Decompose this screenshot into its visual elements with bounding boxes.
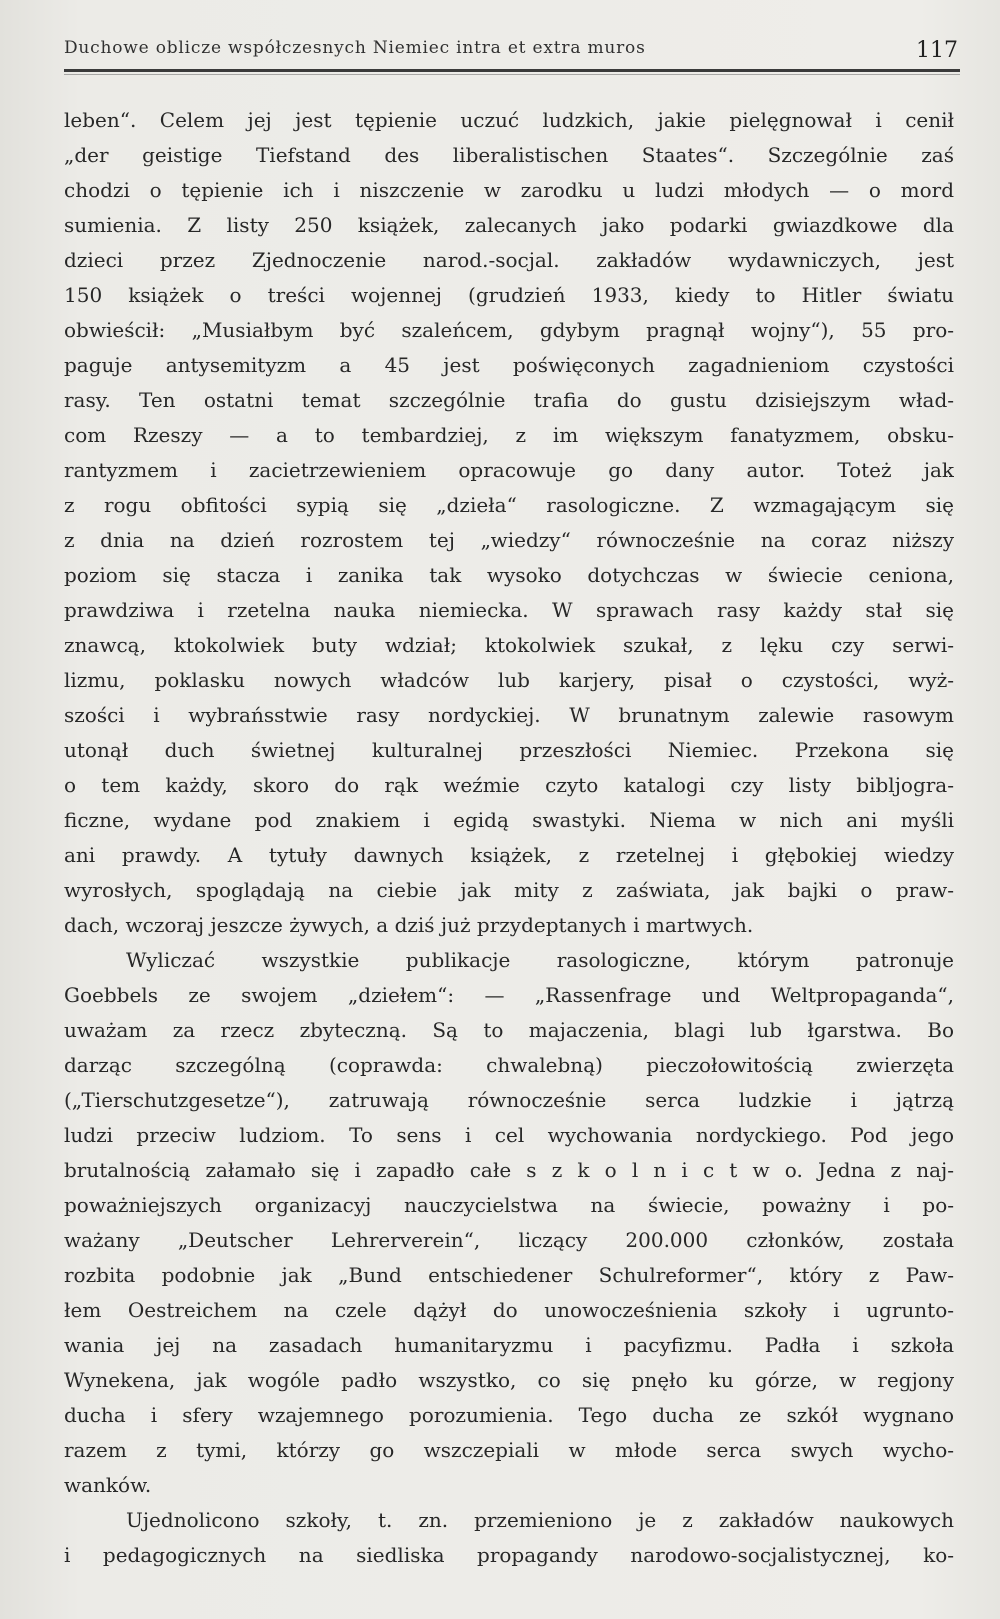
text-line: rantyzmem i zacietrzewieniem opracowuje go dany autor. Toteż jak bbox=[64, 458, 954, 482]
text-line: prawdziwa i rzetelna nauka niemiecka. W sprawach rasy każdy stał się bbox=[64, 598, 954, 622]
text-line: znawcą, ktokolwiek buty wdział; ktokolwiek szukał, z lęku czy serwi- bbox=[64, 633, 954, 657]
paragraph-start-line: Ujednolicono szkoły, t. zn. przemieniono je z zakładów naukowych bbox=[126, 1508, 954, 1532]
text-line: Goebbels ze swojem „dziełem“: — „Rassenfrage und Weltpropaganda“, bbox=[64, 983, 954, 1007]
text-line: ani prawdy. A tytuły dawnych książek, z rzetelnej i głębokiej wiedzy bbox=[64, 843, 954, 867]
text-line: „der geistige Tiefstand des liberalistischen Staates“. Szczególnie zaś bbox=[64, 143, 954, 167]
header-rule bbox=[64, 69, 960, 72]
text-line: („Tierschutzgesetze“), zatruwają równocześnie serca ludzkie i jątrzą bbox=[64, 1088, 954, 1112]
text-line: brutalnością załamało się i zapadło całe s z k o l n i c t w o. Jedna z naj- bbox=[64, 1158, 954, 1182]
running-head bbox=[64, 30, 958, 63]
paragraph-end-line: dach, wczoraj jeszcze żywych, a dziś już przydeptanych i martwych. bbox=[64, 913, 754, 937]
text-line: rozbita podobnie jak „Bund entschiedener Schulreformer“, który z Paw- bbox=[64, 1263, 954, 1287]
text-line: z dnia na dzień rozrostem tej „wiedzy“ równocześnie na coraz niższy bbox=[64, 528, 954, 552]
text-line: razem z tymi, którzy go wszczepiali w młode serca swych wycho- bbox=[64, 1438, 954, 1462]
text-line: i pedagogicznych na siedliska propagandy narodowo-socjalistycznej, ko- bbox=[64, 1543, 954, 1567]
text-line: ducha i sfery wzajemnego porozumienia. Tego ducha ze szkół wygnano bbox=[64, 1403, 954, 1427]
text-line: wyrosłych, spoglądają na ciebie jak mity z zaświata, jak bajki o praw- bbox=[64, 878, 954, 902]
text-line: darząc szczególną (coprawda: chwalebną) pieczołowitością zwierzęta bbox=[64, 1053, 954, 1077]
paragraph-start-line: Wyliczać wszystkie publikacje rasologiczne, którym patronuje bbox=[126, 948, 954, 972]
text-line: rasy. Ten ostatni temat szczególnie trafia do gustu dzisiejszym wład- bbox=[64, 388, 954, 412]
body-text bbox=[64, 103, 954, 1573]
text-line: poważniejszych organizacyj nauczycielstwa na świecie, poważny i po- bbox=[64, 1193, 954, 1217]
text-line: dzieci przez Zjednoczenie narod.-socjal. zakładów wydawniczych, jest bbox=[64, 248, 954, 272]
text-line: szości i wybrańsstwie rasy nordyckiej. W brunatnym zalewie rasowym bbox=[64, 703, 954, 727]
text-line: leben“. Celem jej jest tępienie uczuć ludzkich, jakie pielęgnował i cenił bbox=[64, 108, 954, 132]
text-line: lizmu, poklasku nowych władców lub karjery, pisał o czystości, wyż- bbox=[64, 668, 954, 692]
text-line: 150 książek o treści wojennej (grudzień 1933, kiedy to Hitler światu bbox=[64, 283, 954, 307]
text-line: obwieścił: „Musiałbym być szaleńcem, gdybym pragnął wojny“), 55 pro- bbox=[64, 318, 954, 342]
paragraph-end-line: wanków. bbox=[64, 1473, 152, 1497]
page-number: 117 bbox=[916, 38, 958, 63]
text-line: łem Oestreichem na czele dążył do unowocześnienia szkoły i ugrunto- bbox=[64, 1298, 954, 1322]
text-line: uważam za rzecz zbyteczną. Są to majaczenia, blagi lub łgarstwa. Bo bbox=[64, 1018, 954, 1042]
text-line: o tem każdy, skoro do rąk weźmie czyto katalogi czy listy bibljogra- bbox=[64, 773, 954, 797]
text-line: wania jej na zasadach humanitaryzmu i pacyfizmu. Padła i szkoła bbox=[64, 1333, 954, 1357]
text-line: com Rzeszy — a to tembardziej, z im większym fanatyzmem, obsku- bbox=[64, 423, 954, 447]
text-line: paguje antysemityzm a 45 jest poświęconych zagadnieniom czystości bbox=[64, 353, 954, 377]
text-line: utonął duch świetnej kulturalnej przeszłości Niemiec. Przekona się bbox=[64, 738, 954, 762]
text-line: ficzne, wydane pod znakiem i egidą swastyki. Niema w nich ani myśli bbox=[64, 808, 954, 832]
text-line: sumienia. Z listy 250 książek, zalecanych jako podarki gwiazdkowe dla bbox=[64, 213, 954, 237]
text-line: chodzi o tępienie ich i niszczenie w zarodku u ludzi młodych — o mord bbox=[64, 178, 954, 202]
text-line: ludzi przeciw ludziom. To sens i cel wychowania nordyckiego. Pod jego bbox=[64, 1123, 954, 1147]
running-title: Duchowe oblicze współczesnych Niemiec intra et extra muros bbox=[64, 38, 646, 58]
text-line: poziom się stacza i zanika tak wysoko dotychczas w świecie ceniona, bbox=[64, 563, 954, 587]
text-line: ważany „Deutscher Lehrerverein“, liczący 200.000 członków, została bbox=[64, 1228, 954, 1252]
text-line: z rogu obfitości sypią się „dzieła“ rasologiczne. Z wzmagającym się bbox=[64, 493, 954, 517]
text-line: Wynekena, jak wogóle padło wszystko, co się pnęło ku górze, w regjony bbox=[64, 1368, 954, 1392]
